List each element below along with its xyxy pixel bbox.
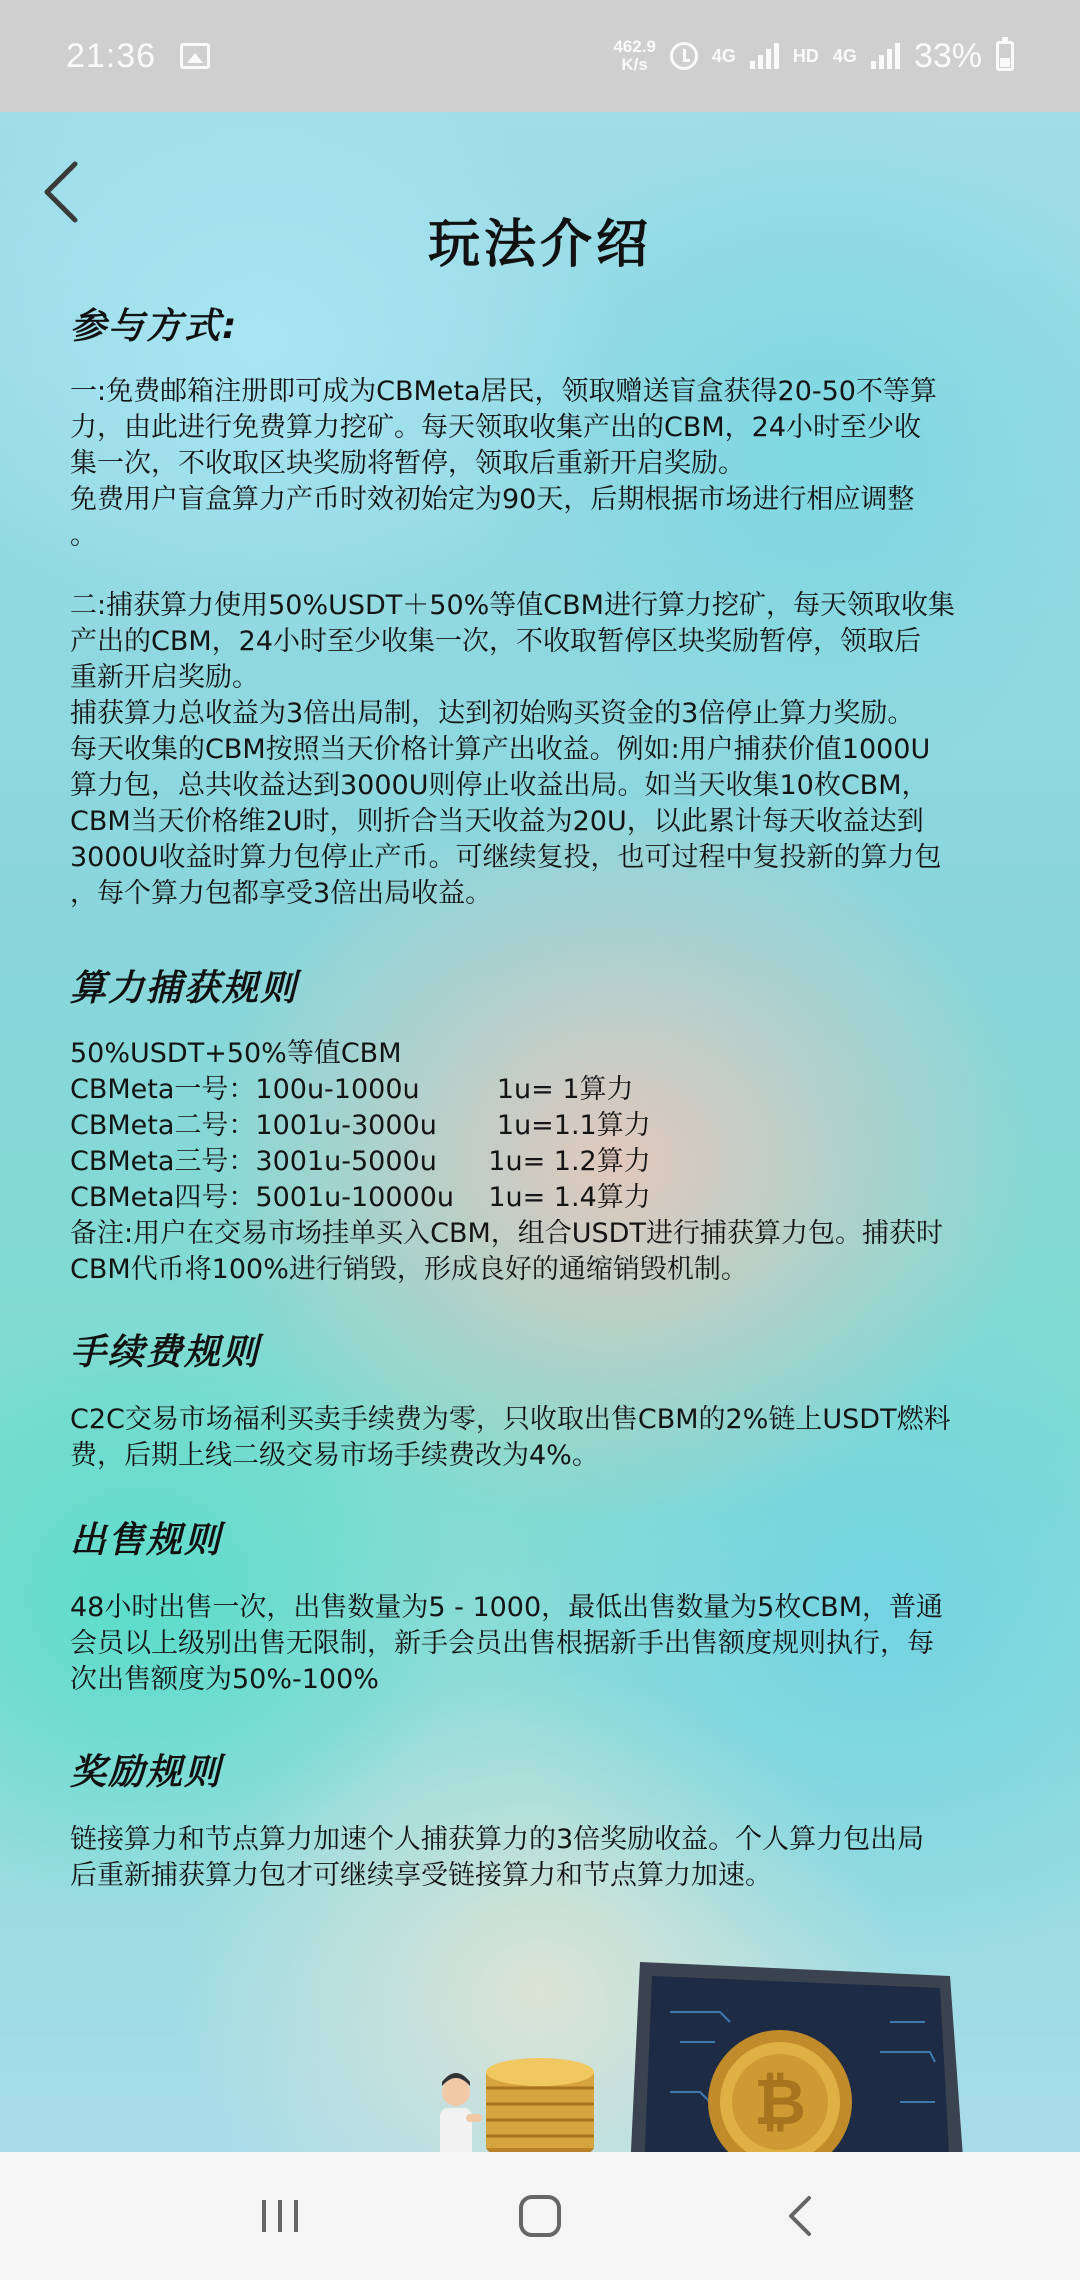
text-line: ，每个算力包都享受3倍出局收益。	[70, 878, 493, 909]
section-heading-participation: 参与方式:	[70, 306, 239, 347]
status-time: 21:36	[66, 36, 157, 75]
battery-percent: 33%	[913, 36, 982, 75]
nav-recents-button[interactable]	[235, 2171, 325, 2261]
person-figure-graphic	[440, 2073, 482, 2152]
text-line: 50%USDT+50%等值CBM	[70, 1038, 402, 1069]
gallery-notification-icon	[180, 43, 210, 69]
alarm-icon	[670, 42, 698, 70]
system-navigation-bar	[0, 2152, 1080, 2280]
section-heading-reward-rules: 奖励规则	[70, 1752, 223, 1793]
battery-icon	[996, 41, 1014, 71]
text-line: 捕获算力总收益为3倍出局制，达到初始购买资金的3倍停止算力奖励。	[70, 698, 915, 729]
text-line: 每天收集的CBM按照当天价格计算产出收益。例如:用户捕获价值1000U	[70, 734, 931, 765]
page-title: 玩法介绍	[427, 215, 652, 275]
capture-rules-text	[70, 1036, 1040, 1288]
hd-voice-badge: HD	[792, 45, 819, 66]
text-line: 费，后期上线二级交易市场手续费改为4%。	[70, 1440, 599, 1471]
text-line: 一:免费邮箱注册即可成为CBMeta居民，领取赠送盲盒获得20-50不等算	[70, 376, 937, 407]
text-line: CBMeta四号：5001u-10000u 1u= 1.4算力	[70, 1182, 651, 1213]
text-line: CBMeta三号：3001u-5000u 1u= 1.2算力	[70, 1146, 651, 1177]
reward-rules-text	[70, 1822, 1040, 1894]
sim2-network-type: 4G	[832, 45, 857, 66]
text-line: 。	[70, 520, 97, 551]
bitcoin-illustration	[430, 1942, 990, 2152]
svg-text:₿: ₿	[753, 2066, 807, 2140]
nav-back-button[interactable]	[755, 2171, 845, 2261]
text-line: CBM当天价格维2U时，则折合当天收益为20U，以此累计每天收益达到	[70, 806, 924, 837]
text-line: 次出售额度为50%-100%	[70, 1664, 379, 1695]
sim1-network-type: 4G	[711, 45, 736, 66]
text-line: CBMeta二号：1001u-3000u 1u=1.1算力	[70, 1110, 651, 1141]
home-icon	[517, 2193, 563, 2239]
participation-paragraph-1	[70, 374, 1040, 554]
text-line: CBM代币将100%进行销毁，形成良好的通缩销毁机制。	[70, 1254, 748, 1285]
section-heading-selling-rules: 出售规则	[70, 1520, 223, 1561]
text-line: 产出的CBM，24小时至少收集一次，不收取暂停区块奖励暂停，领取后	[70, 626, 922, 657]
text-line: C2C交易市场福利买卖手续费为零，只收取出售CBM的2%链上USDT燃料	[70, 1404, 951, 1435]
text-line: 二:捕获算力使用50%USDT＋50%等值CBM进行算力挖矿，每天领取收集	[70, 590, 955, 621]
status-bar	[0, 0, 1080, 112]
status-indicators	[613, 37, 1014, 76]
participation-paragraph-2	[70, 588, 1040, 912]
text-line: 48小时出售一次，出售数量为5 - 1000，最低出售数量为5枚CBM，普通	[70, 1592, 944, 1623]
page-content[interactable]	[0, 112, 1080, 2152]
text-line: 3000U收益时算力包停止产币。可继续复投，也可过程中复投新的算力包	[70, 842, 942, 873]
signal-strength-icon-2	[871, 43, 900, 69]
text-line: 力，由此进行免费算力挖矿。每天领取收集产出的CBM，24小时至少收	[70, 412, 922, 443]
text-line: 备注:用户在交易市场挂单买入CBM，组合USDT进行捕获算力包。捕获时	[70, 1218, 943, 1249]
back-icon	[785, 2194, 815, 2238]
selling-rules-text	[70, 1590, 1040, 1698]
text-line: 算力包，总共收益达到3000U则停止收益出局。如当天收集10枚CBM，	[70, 770, 929, 801]
recents-icon	[258, 2196, 302, 2236]
text-line: 重新开启奖励。	[70, 662, 259, 693]
text-line: 会员以上级别出售无限制，新手会员出售根据新手出售额度规则执行，每	[70, 1628, 934, 1659]
signal-strength-icon	[750, 43, 779, 69]
coin-stack-graphic	[486, 2058, 594, 2152]
fee-rules-text	[70, 1402, 1040, 1474]
text-line: 集一次，不收取区块奖励将暂停，领取后重新开启奖励。	[70, 448, 745, 479]
network-speed	[613, 38, 656, 74]
section-heading-fee-rules: 手续费规则	[70, 1332, 261, 1373]
section-heading-capture-rules: 算力捕获规则	[70, 968, 299, 1009]
nav-home-button[interactable]	[495, 2171, 585, 2261]
text-line: 后重新捕获算力包才可继续享受链接算力和节点算力加速。	[70, 1860, 772, 1891]
text-line: CBMeta一号：100u-1000u 1u= 1算力	[70, 1074, 634, 1105]
text-line: 链接算力和节点算力加速个人捕获算力的3倍奖励收益。个人算力包出局	[70, 1824, 925, 1855]
text-line: 免费用户盲盒算力产币时效初始定为90天，后期根据市场进行相应调整	[70, 484, 915, 515]
network-speed-value: 462.9	[613, 37, 656, 56]
network-speed-unit: K/s	[621, 55, 648, 74]
